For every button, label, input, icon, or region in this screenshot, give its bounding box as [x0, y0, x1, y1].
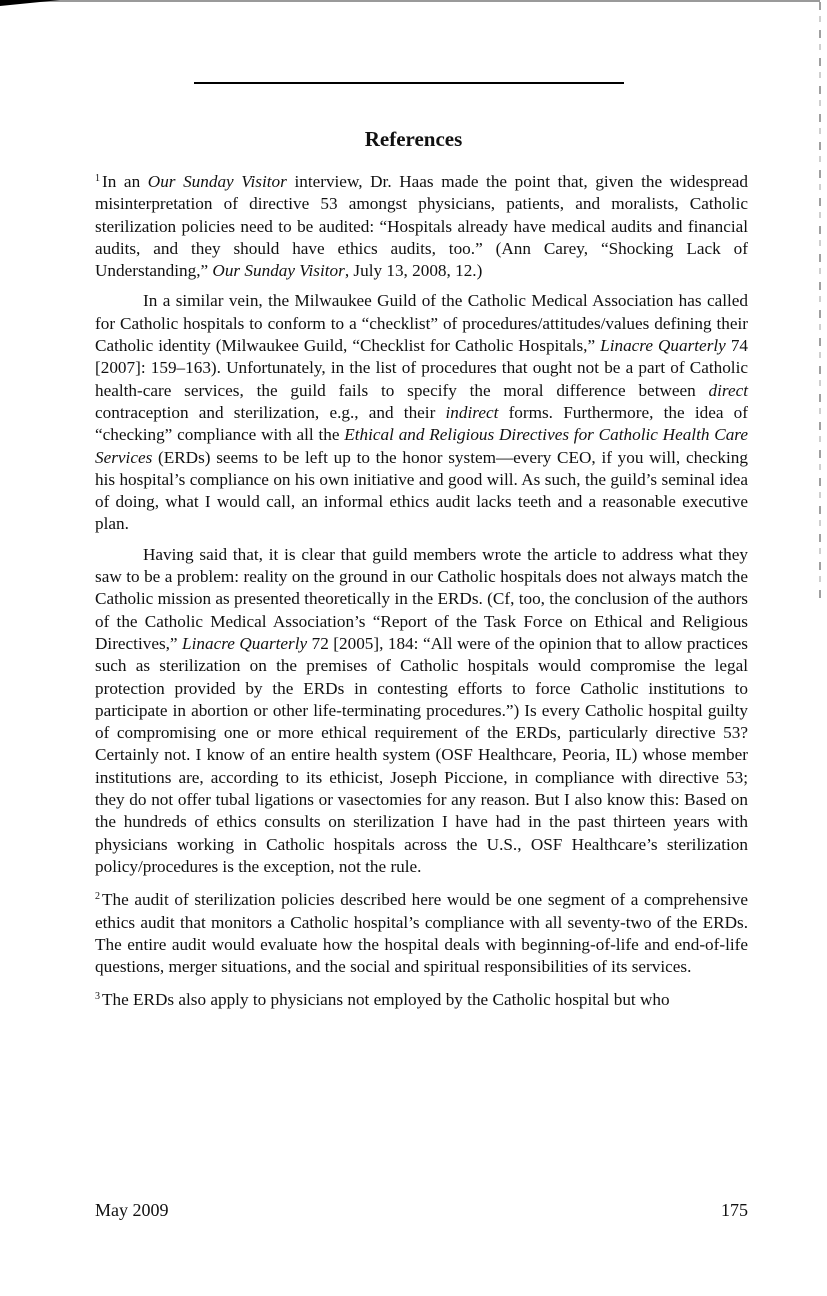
references-heading: References	[364, 127, 463, 151]
text-run: , July 13, 2008, 12.)	[344, 261, 483, 281]
footnote-3-paragraph	[95, 986, 748, 1011]
footnote-marker: 2	[95, 891, 100, 903]
text-run: 72 [2005], 184: “All were of the opinion that to allow practices such as sterilization on the premises of Catholic hospitals would compromise the legal protection provided by the ERDs in contesting efforts to force Catholic institutions to participate in abortion or other life-terminating procedures.”) Is every Catholic hospital guilty of compromising one or more ethical requirement of the ERDs, particularly directive 53? Certainly not. I know of an entire health system (OSF Healthcare, Peoria, IL) whose member institutions are, according to its ethicist, Joseph Piccione, in compliance with directive 53; they do not offer tubal ligations or vasectomies for any reason. But I also know this: Based on the hundreds of ethics consults on sterilization I have had in the past thirteen years with physicians working in Catholic hospitals across the U.S., OSF Healthcare’s sterilization policy/procedures is the exception, not the rule.	[95, 633, 748, 876]
italic-title: Our Sunday Visitor	[212, 261, 345, 281]
text-run: forms. Furthermore, the idea of “checking” compliance with all the	[95, 402, 748, 445]
footnote-marker: 3	[95, 991, 100, 1003]
scan-right-edge	[819, 2, 821, 602]
references-body	[95, 168, 748, 1020]
section-divider-rule	[194, 82, 624, 84]
italic-title: Ethical and Religious Directives for Catholic Health Care Services	[95, 425, 748, 467]
italic-title: Our Sunday Visitor	[147, 172, 287, 191]
italic-title: Linacre Quarterly	[600, 336, 726, 356]
footnote-1-paragraph	[95, 544, 748, 878]
italic-title: direct	[708, 380, 748, 400]
scan-corner-artifact	[0, 0, 60, 6]
text-run: In an	[102, 172, 148, 191]
text-run: Having said that, it is clear that guild members wrote the article to address what they saw to be a problem: reality on the ground in our Catholic hospitals does not always match the Catholic mission as presented theoretically in the ERDs. (Cf, too, the conclusion of the authors of the Catholic Medical Association’s “Report of the Task Force on Ethical and Religious Directives,”	[95, 544, 748, 653]
text-run: In a similar vein, the Milwaukee Guild of the Catholic Medical Association has called for Catholic hospitals to conform to a “checklist” of procedures/attitudes/values defining their Catholic identity (Milwaukee Guild, “Checklist for Catholic Hospitals,”	[95, 291, 748, 356]
footnote-marker: 1	[95, 173, 100, 184]
page-number: 175	[721, 1200, 748, 1220]
text-run: (ERDs) seems to be left up to the honor system—every CEO, if you will, checking his hospital’s compliance on his own initiative and good will. As such, the guild’s seminal idea of doing, what I would call, an informal ethics audit lacks teeth and a reasonable executive plan.	[95, 447, 748, 534]
issue-date: May 2009	[95, 1200, 169, 1220]
text-run: interview, Dr. Haas made the point that, given the widespread misinterpretation of directive 53 amongst physicians, patients, and moralists, Catholic sterilization policies need to be audited: “Hospitals already have medical audits and financial audits, and they should have ethics audits, too.” (Ann Carey, “Shocking Lack of Understanding,”	[95, 172, 748, 281]
text-run: 74 [2007]: 159–163). Unfortunately, in the list of procedures that ought not be a part of Catholic health-care services, the guild fails to specify the moral difference between	[95, 336, 749, 400]
text-run: contraception and sterilization, e.g., and their	[95, 402, 446, 422]
text-run: The ERDs also apply to physicians not employed by the Catholic hospital but who	[102, 990, 670, 1010]
footnote-1-paragraph	[95, 168, 748, 282]
scan-top-edge	[0, 0, 820, 2]
italic-title: Linacre Quarterly	[182, 633, 308, 653]
footnote-2-paragraph	[95, 886, 748, 978]
text-run: The audit of sterilization policies described here would be one segment of a comprehensive ethics audit that monitors a Catholic hospital’s compliance with all seventy-two of the ERDs. The entire audit would evaluate how the hospital deals with beginning-of-life and end-of-life questions, merger situations, and the social and spiritual responsibilities of its services.	[95, 890, 748, 977]
italic-title: indirect	[445, 402, 499, 422]
footnote-1-paragraph	[95, 290, 748, 535]
